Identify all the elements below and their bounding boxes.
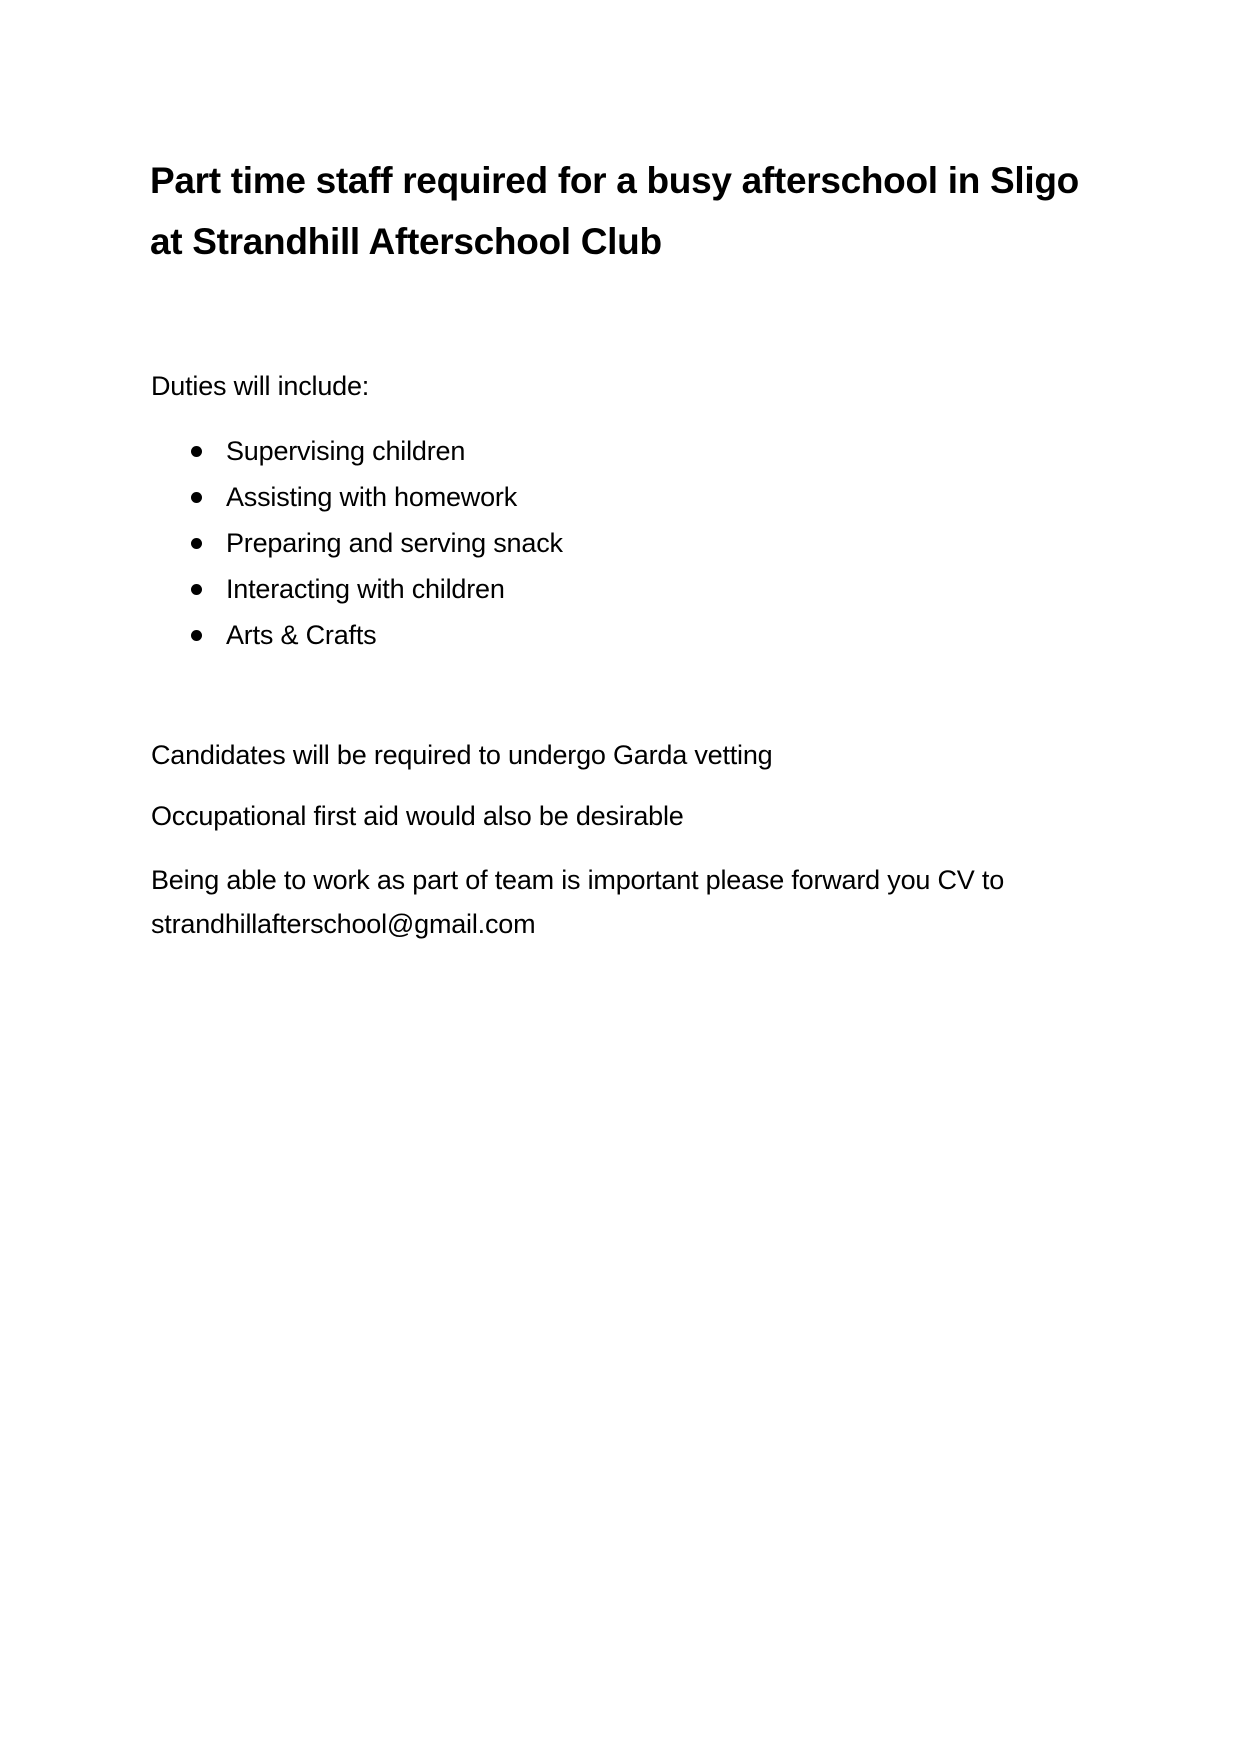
duty-text: Supervising children (226, 436, 466, 466)
duty-item (188, 520, 563, 566)
bullet-icon (191, 584, 202, 595)
duty-text: Arts & Crafts (226, 620, 377, 650)
duty-item (188, 428, 563, 474)
application-instructions: Being able to work as part of team is important please forward you CV to strandhillafterschool@gmail.com (151, 865, 1005, 939)
duty-text: Assisting with homework (226, 482, 518, 512)
duties-list (188, 428, 563, 658)
first-aid-note: Occupational first aid would also be desirable (151, 801, 684, 831)
bullet-icon (191, 538, 202, 549)
duty-text: Interacting with children (226, 574, 505, 604)
bullet-icon (191, 446, 202, 457)
vetting-requirement: Candidates will be required to undergo Garda vetting (151, 740, 773, 770)
duty-item (188, 474, 563, 520)
duty-text: Preparing and serving snack (226, 528, 563, 558)
bullet-icon (191, 630, 202, 641)
bullet-icon (191, 492, 202, 503)
job-ad-title: Part time staff required for a busy afterschool in Sligo at Strandhill Afterschool Club (150, 160, 1079, 262)
duties-label: Duties will include: (151, 371, 370, 401)
duty-item (188, 566, 563, 612)
duty-item (188, 612, 563, 658)
